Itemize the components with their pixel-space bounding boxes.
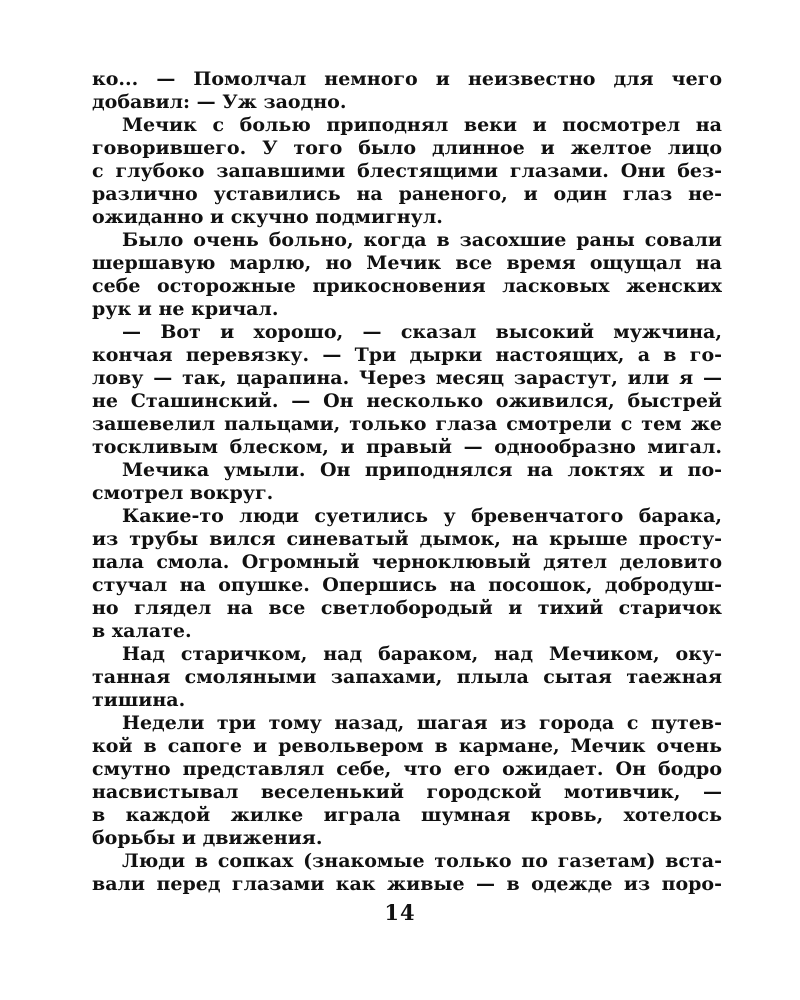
- text-line: шершавую марлю, но Мечик все время ощущал на: [92, 252, 722, 274]
- text-line: танная смоляными запахами, плыла сытая таежная: [92, 666, 722, 688]
- paragraph-first-line: Какие-то люди суетились у бревенчатого барака,: [122, 505, 722, 527]
- text-line: лову — так, царапина. Через месяц зарастут, или я —: [92, 367, 722, 389]
- paragraph-first-line: Над старичком, над бараком, над Мечиком, оку-: [122, 643, 722, 665]
- text-line: ко... — Помолчал немного и неизвестно для чего: [92, 68, 722, 90]
- text-line: пала смола. Огромный черноклювый дятел деловито: [92, 551, 722, 573]
- text-line: тоскливым блеском, и правый — однообразно мигал.: [92, 436, 722, 458]
- page-number: 14: [384, 900, 416, 925]
- text-line: тишина.: [92, 689, 186, 711]
- text-line: в халате.: [92, 620, 192, 642]
- text-line: насвистывал веселенький городской мотивчик, —: [92, 781, 722, 803]
- paragraph-first-line: — Вот и хорошо, — сказал высокий мужчина,: [122, 321, 722, 343]
- text-line: в каждой жилке играла шумная кровь, хотелось: [92, 804, 722, 826]
- text-line: смотрел вокруг.: [92, 482, 274, 504]
- text-line: рук и не кричал.: [92, 298, 279, 320]
- text-line: стучал на опушке. Опершись на посошок, добродуш-: [92, 574, 722, 596]
- text-line: смутно представлял себе, что его ожидает. Он бодро: [92, 758, 722, 780]
- text-line: с глубоко запавшими блестящими глазами. Они без-: [92, 160, 722, 182]
- text-line: кончая перевязку. — Три дырки настоящих, а в го-: [92, 344, 722, 366]
- paragraph-first-line: Мечика умыли. Он приподнялся на локтях и по-: [122, 459, 722, 481]
- paragraph-first-line: Недели три тому назад, шагая из города с путев-: [122, 712, 722, 734]
- paragraph-first-line: Мечик с болью приподнял веки и посмотрел на: [122, 114, 722, 136]
- paragraph-first-line: Люди в сопках (знакомые только по газетам) вста-: [122, 850, 722, 872]
- text-line: борьбы и движения.: [92, 827, 323, 849]
- text-line: себе осторожные прикосновения ласковых женских: [92, 275, 722, 297]
- text-line: зашевелил пальцами, только глаза смотрели с тем же: [92, 413, 722, 435]
- text-line: говорившего. У того было длинное и желтое лицо: [92, 137, 722, 159]
- text-line: различно уставились на раненого, и один глаз не-: [92, 183, 722, 205]
- text-line: но глядел на все светлобородый и тихий старичок: [92, 597, 722, 619]
- text-line: из трубы вился синеватый дымок, на крыше просту-: [92, 528, 722, 550]
- text-line: добавил: — Уж заодно.: [92, 91, 347, 113]
- text-line: ожиданно и скучно подмигнул.: [92, 206, 443, 228]
- text-line: не Сташинский. — Он несколько оживился, быстрей: [92, 390, 722, 412]
- page-text: [92, 68, 722, 896]
- paragraph-first-line: Было очень больно, когда в засохшие раны совали: [122, 229, 722, 251]
- text-line: вали перед глазами как живые — в одежде из поро-: [92, 873, 722, 895]
- text-line: кой в сапоге и револьвером в кармане, Мечик очень: [92, 735, 722, 757]
